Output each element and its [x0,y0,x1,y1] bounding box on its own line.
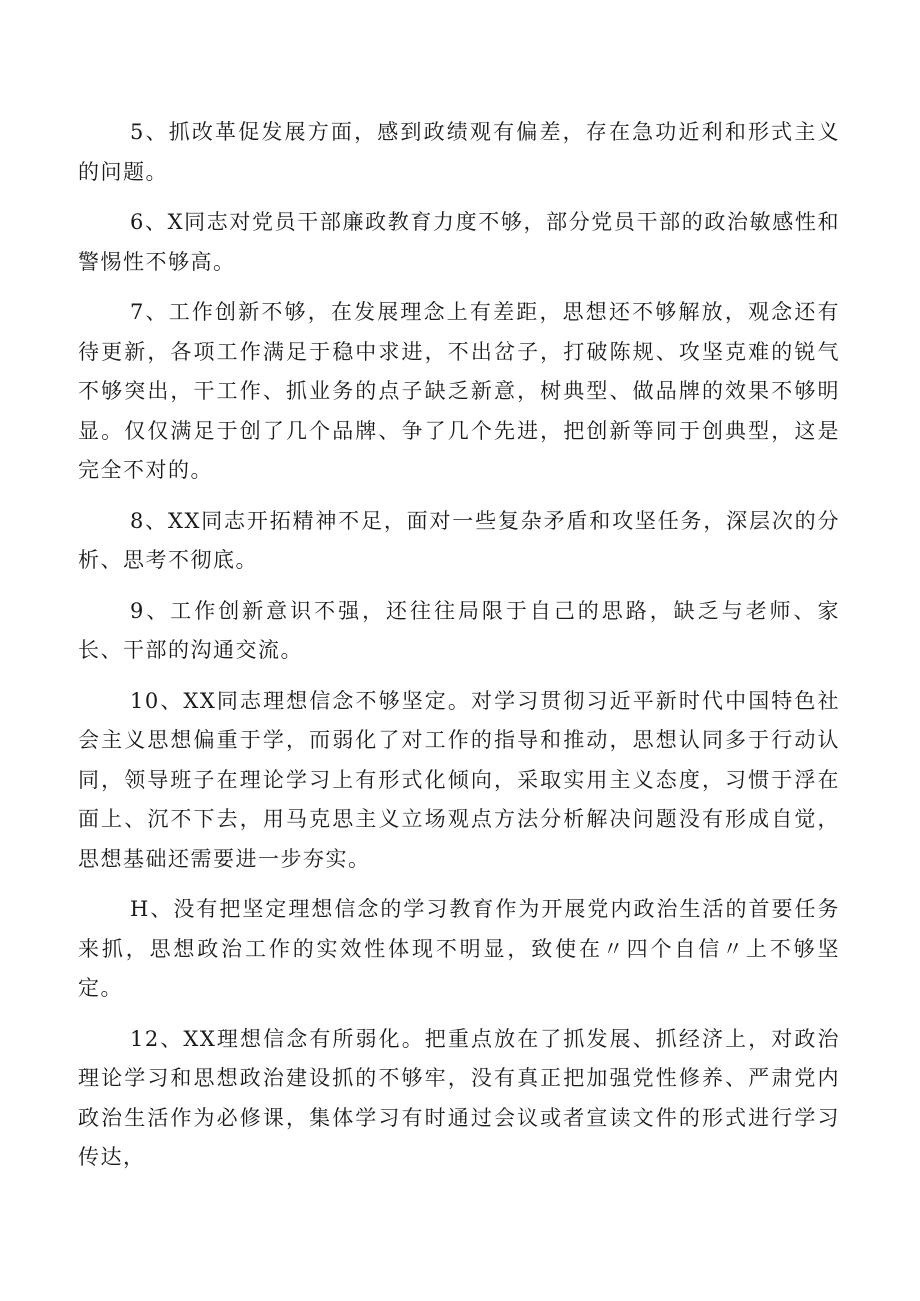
paragraph-6: 6、X同志对党员干部廉政教育力度不够，部分党员干部的政治敏感性和警惕性不够高。 [78,210,840,274]
paragraph-5: 5、抓改革促发展方面，感到政绩观有偏差，存在急功近利和形式主义的问题。 [78,120,840,184]
paragraph-7: 7、工作创新不够，在发展理念上有差距，思想还不够解放，观念还有待更新，各项工作满足于稳中求进，不出岔子，打破陈规、攻坚克难的锐气不够突出，干工作、抓业务的点子缺乏新意，树典型、做品牌的效果不够明显。仅仅满足于创了几个品牌、争了几个先进，把创新等同于创典型，这是完全不对的。 [78,300,840,482]
paragraph-9: 9、工作创新意识不强，还往往局限于自己的思路，缺乏与老师、家长、干部的沟通交流。 [78,598,840,662]
paragraph-11: H、没有把坚定理想信念的学习教育作为开展党内政治生活的首要任务来抓，思想政治工作的实效性体现不明显，致使在〃四个自信〃上不够坚定。 [78,897,840,1000]
document-body [78,113,840,1189]
paragraph-12: 12、XX理想信念有所弱化。把重点放在了抓发展、抓经济上，对政治理论学习和思想政治建设抓的不够牢，没有真正把加强党性修养、严肃党内政治生活作为必修课，集体学习有时通过会议或者宣读文件的形式进行学习传达， [78,1026,840,1169]
paragraph-10: 10、XX同志理想信念不够坚定。对学习贯彻习近平新时代中国特色社会主义思想偏重于学，而弱化了对工作的指导和推动，思想认同多于行动认同，领导班子在理论学习上有形式化倾向，采取实用主义态度，习惯于浮在面上、沉不下去，用马克思主义立场观点方法分析解决问题没有形成自觉，思想基础还需要进一步夯实。 [78,688,840,871]
paragraph-8: 8、XX同志开拓精神不足，面对一些复杂矛盾和攻坚任务，深层次的分析、思考不彻底。 [78,508,840,572]
